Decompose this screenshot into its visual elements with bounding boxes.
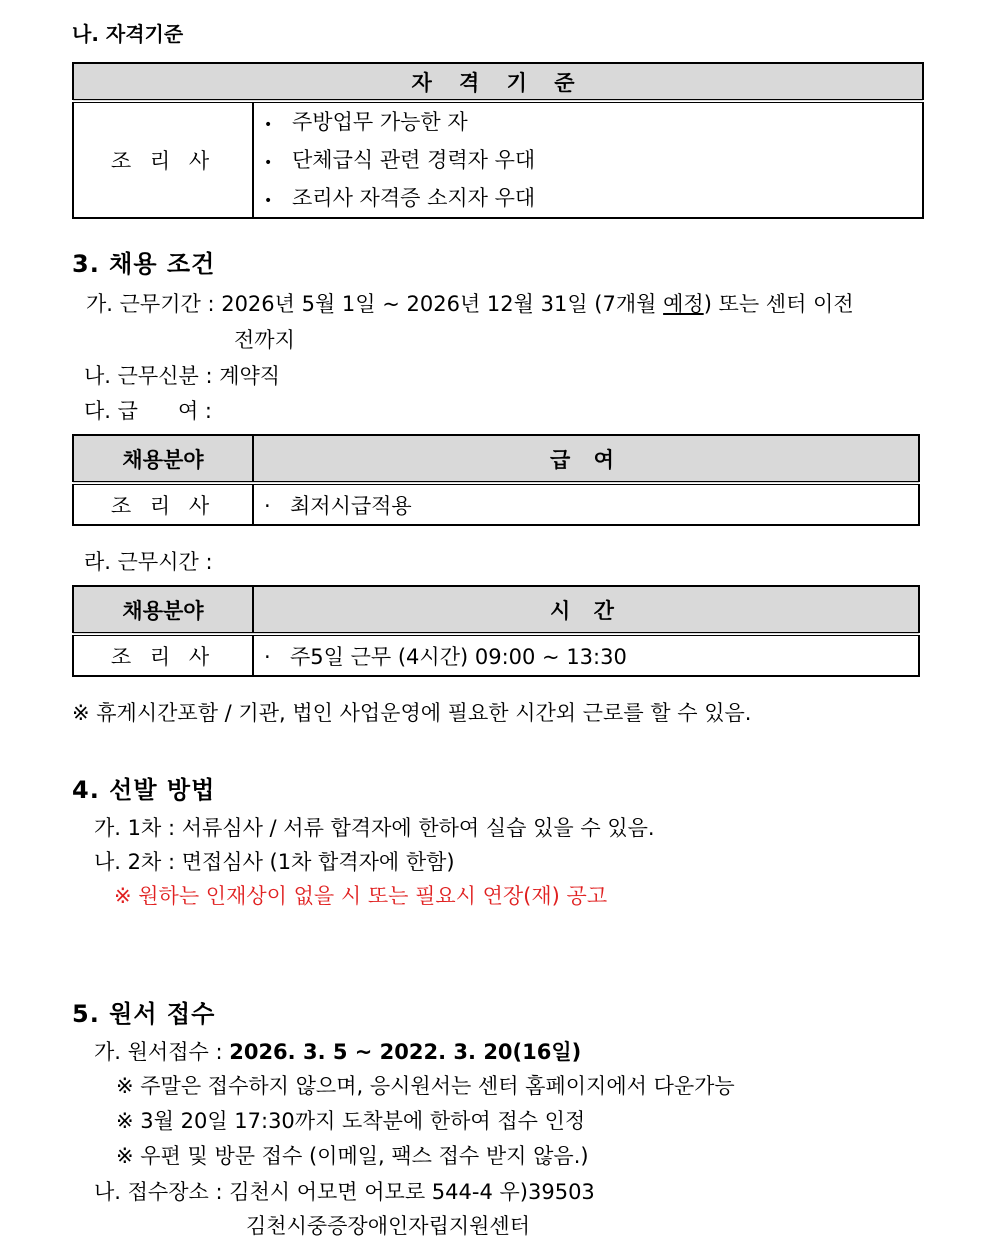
qualification-items <box>253 101 923 218</box>
qualification-table-header: 자 격 기 준 <box>73 63 923 101</box>
application-heading: 5. 원서 접수 <box>72 1000 216 1028</box>
hours-label: 라. 근무시간 : <box>84 550 213 574</box>
bullet-icon: • <box>264 155 273 171</box>
salary-label: 다. 급 여 : <box>84 399 213 423</box>
bullet-icon: • <box>264 193 273 209</box>
application-note-1: ※ 주말은 접수하지 않으며, 응시원서는 센터 홈페이지에서 다운가능 <box>116 1074 735 1098</box>
qualification-label: 나. 자격기준 <box>72 22 184 46</box>
salary-col-field: 채용분야 <box>73 435 253 483</box>
salary-table <box>72 434 920 526</box>
hours-note: ※ 휴게시간포함 / 기관, 법인 사업운영에 필요한 시간외 근로를 할 수 있음. <box>72 701 752 725</box>
application-note-2: ※ 3월 20일 17:30까지 도착분에 한하여 접수 인정 <box>116 1109 586 1133</box>
employment-status: 나. 근무신분 : 계약직 <box>84 364 281 388</box>
qualification-table <box>72 62 924 219</box>
employment-heading: 3. 채용 조건 <box>72 250 216 278</box>
salary-category: 조 리 사 <box>73 483 253 525</box>
selection-note: ※ 원하는 인재상이 없을 시 또는 필요시 연장(재) 공고 <box>114 884 608 908</box>
bullet-icon: • <box>264 117 273 133</box>
application-place: 나. 접수장소 : 김천시 어모면 어모로 544-4 우)39503 <box>94 1180 595 1204</box>
bullet-icon: · <box>264 644 271 669</box>
selection-step-2: 나. 2차 : 면접심사 (1차 합격자에 한함) <box>94 850 455 874</box>
salary-col-salary: 급 여 <box>253 435 919 483</box>
salary-value-cell: · 최저시급적용 <box>253 483 919 525</box>
hours-value-cell: · 주5일 근무 (4시간) 09:00 ~ 13:30 <box>253 634 919 676</box>
application-place-continued: 김천시중증장애인자립지원센터 <box>246 1214 531 1238</box>
application-period: 가. 원서접수 : 2026. 3. 5 ~ 2022. 3. 20(16일) <box>94 1040 582 1064</box>
qualification-category: 조 리 사 <box>73 101 253 218</box>
work-period-continued: 전까지 <box>234 328 295 352</box>
list-item: • 단체급식 관련 경력자 우대 <box>264 141 922 179</box>
list-item: • 주방업무 가능한 자 <box>264 103 922 141</box>
work-period: 가. 근무기간 : 2026년 5월 1일 ~ 2026년 12월 31일 (7개월 예정) 또는 센터 이전 <box>86 292 854 316</box>
application-note-3: ※ 우편 및 방문 접수 (이메일, 팩스 접수 받지 않음.) <box>116 1144 589 1168</box>
hours-col-time: 시 간 <box>253 586 919 634</box>
hours-col-field: 채용분야 <box>73 586 253 634</box>
bullet-icon: · <box>264 493 271 518</box>
list-item: • 조리사 자격증 소지자 우대 <box>264 179 922 217</box>
hours-table <box>72 585 920 677</box>
selection-heading: 4. 선발 방법 <box>72 776 216 804</box>
selection-step-1: 가. 1차 : 서류심사 / 서류 합격자에 한하여 실습 있을 수 있음. <box>94 816 655 840</box>
hours-category: 조 리 사 <box>73 634 253 676</box>
